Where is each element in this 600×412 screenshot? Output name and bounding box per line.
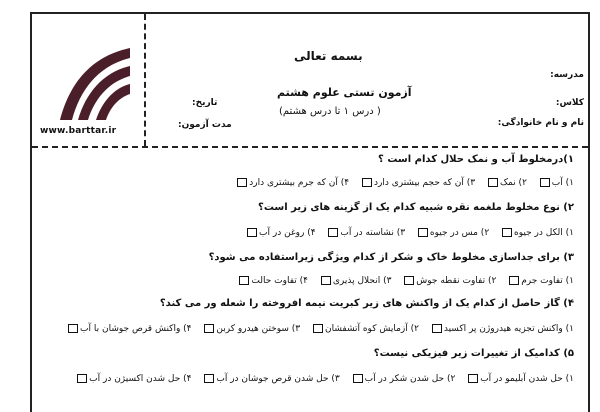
q1-option-2[interactable]: ۲) نمک <box>488 178 527 188</box>
logo-area <box>32 14 146 146</box>
question-1: ۱)درمخلوط آب و نمک حلال کدام است ؟ <box>378 154 574 165</box>
q1-option-4[interactable]: ۴) آن که جرم بیشتری دارد <box>237 178 349 188</box>
checkbox[interactable] <box>204 324 214 333</box>
checkbox[interactable] <box>488 178 498 187</box>
q1-option-3[interactable]: ۳) آن که حجم بیشتری دارد <box>362 178 475 188</box>
page-title: بسمه تعالی <box>294 49 363 63</box>
q5-option-4[interactable]: ۴) حل شدن اکسیژن در آب <box>77 374 191 384</box>
q3-option-2[interactable]: ۲) تفاوت نقطه جوش <box>404 276 496 286</box>
q4-option-3[interactable]: ۳) سوختن هیدرو کربن <box>204 324 300 334</box>
q3-option-1[interactable]: ۱) تفاوت جرم <box>509 276 574 286</box>
q4-option-4[interactable]: ۴) واکنش قرص جوشان با آب <box>68 324 191 334</box>
exam-sheet <box>30 12 590 412</box>
question-2: ۲) نوع مخلوط ملغمه نقره شبیه کدام یک از گزینه های زیر است؟ <box>258 202 574 213</box>
q5-option-1[interactable]: ۱) حل شدن آبلیمو در آب <box>468 374 574 384</box>
checkbox[interactable] <box>509 276 519 285</box>
date-label: تاریخ: <box>192 98 218 108</box>
question-5-options <box>67 374 574 384</box>
class-label: کلاس: <box>555 98 584 108</box>
q3-option-3[interactable]: ۳) انحلال پذیری <box>321 276 392 286</box>
duration-label: مدت آزمون: <box>178 120 232 130</box>
checkbox[interactable] <box>353 374 363 383</box>
q2-option-3[interactable]: ۳) نشاسته در آب <box>328 228 405 238</box>
q2-option-1[interactable]: ۱) الکل در جیوه <box>502 228 574 238</box>
question-4-options <box>58 324 574 334</box>
checkbox[interactable] <box>68 324 78 333</box>
q4-option-1[interactable]: ۱) واکنش تجزیه هیدروژن پر اکسید <box>432 324 574 334</box>
checkbox[interactable] <box>247 228 257 237</box>
checkbox[interactable] <box>502 228 512 237</box>
exam-header <box>32 14 588 148</box>
checkbox[interactable] <box>237 178 247 187</box>
checkbox[interactable] <box>540 178 550 187</box>
checkbox[interactable] <box>418 228 428 237</box>
checkbox[interactable] <box>328 228 338 237</box>
checkbox[interactable] <box>432 324 442 333</box>
exam-subtitle: (درس ۱ تا درس هشتم ) <box>279 106 381 117</box>
question-2-options <box>237 228 574 238</box>
exam-title: آزمون تستی علوم هشتم <box>277 86 412 99</box>
question-5: ۵) کدامیک از تغییرات زیر فیزیکی نیست؟ <box>373 348 574 359</box>
q4-option-2[interactable]: ۲) آزمایش کوه آتشفشان <box>313 324 419 334</box>
question-1-options <box>227 178 574 188</box>
barttar-logo-icon <box>52 42 132 122</box>
website-url: www.barttar.ir <box>40 126 117 136</box>
school-label: مدرسه: <box>550 70 584 80</box>
checkbox[interactable] <box>204 374 214 383</box>
question-4: ۴) گاز حاصل از کدام یک از واکنش های زیر کبریت نیمه افروخته را شعله ور می کند؟ <box>159 298 574 309</box>
q2-option-4[interactable]: ۴) روغن در آب <box>247 228 316 238</box>
checkbox[interactable] <box>239 276 249 285</box>
q5-option-2[interactable]: ۲) حل شدن شکر در آب <box>353 374 456 384</box>
question-3: ۳) برای جداسازی مخلوط خاک و شکر از کدام ویژگی زیراستفاده می شود؟ <box>208 252 574 263</box>
checkbox[interactable] <box>362 178 372 187</box>
q5-option-3[interactable]: ۳) حل شدن قرص جوشان در آب <box>204 374 339 384</box>
checkbox[interactable] <box>321 276 331 285</box>
checkbox[interactable] <box>404 276 414 285</box>
checkbox[interactable] <box>468 374 478 383</box>
name-label: نام و نام خانوادگی: <box>497 118 584 128</box>
q1-option-1[interactable]: ۱) آب <box>540 178 574 188</box>
question-3-options <box>229 276 574 286</box>
q2-option-2[interactable]: ۲) مس در جیوه <box>418 228 489 238</box>
q3-option-4[interactable]: ۴) تفاوت حالت <box>239 276 308 286</box>
checkbox[interactable] <box>313 324 323 333</box>
checkbox[interactable] <box>77 374 87 383</box>
